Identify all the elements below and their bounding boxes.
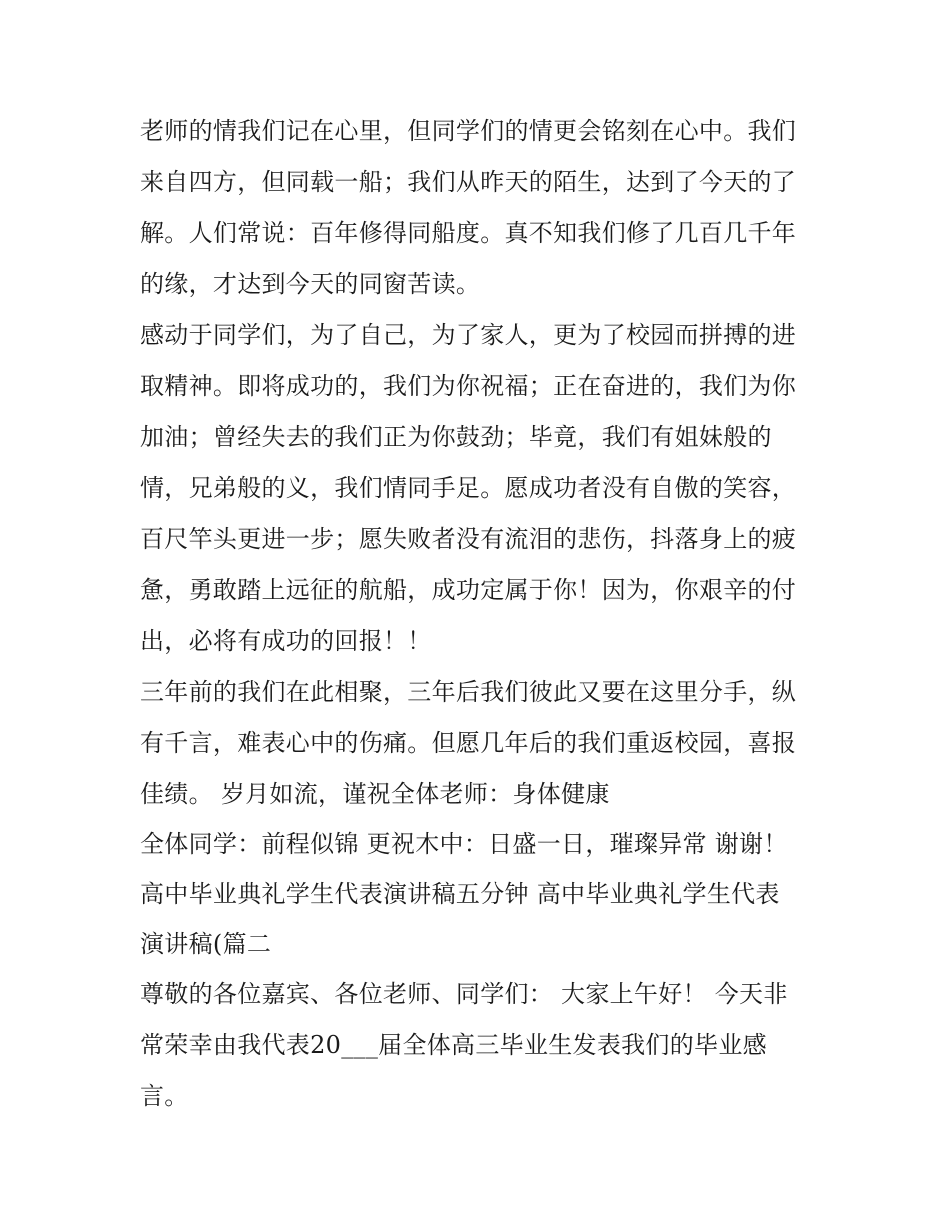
text-line: 出，必将有成功的回报！！ [140,627,432,655]
text-line: 演讲稿(篇二 [140,930,272,958]
text-line: 感动于同学们，为了自己，为了家人，更为了校园而拼搏的进 [140,321,797,349]
text-line: 百尺竿头更进一步；愿失败者没有流泪的悲伤，抖落身上的疲 [140,525,797,553]
text-line: 言。 [140,1082,189,1110]
text-line: 全体同学：前程似锦 更祝木中：日盛一日，璀璨异常 谢谢！ [140,830,788,858]
text-line: 常荣幸由我代表20___届全体高三毕业生发表我们的毕业感 [140,1031,767,1059]
text-line: 加油；曾经失去的我们正为你鼓劲；毕竟，我们有姐妹般的 [140,423,772,451]
text-line: 有千言，难表心中的伤痛。但愿几年后的我们重返校园，喜报 [140,729,797,757]
text-line: 佳绩。 岁月如流，谨祝全体老师：身体健康 [140,780,610,808]
text-line: 解。人们常说：百年修得同船度。真不知我们修了几百几千年 [140,219,797,247]
text-line: 老师的情我们记在心里，但同学们的情更会铭刻在心中。我们 [140,117,797,145]
text-line: 三年前的我们在此相聚，三年后我们彼此又要在这里分手，纵 [140,678,797,706]
text-line: 惫，勇敢踏上远征的航船，成功定属于你！因为，你艰辛的付 [140,576,797,604]
text-line: 尊敬的各位嘉宾、各位老师、同学们： 大家上午好！ 今天非 [140,980,788,1008]
text-line: 高中毕业典礼学生代表演讲稿五分钟 高中毕业典礼学生代表 [140,880,780,908]
text-line: 取精神。即将成功的，我们为你祝福；正在奋进的，我们为你 [140,372,797,400]
text-line: 的缘，才达到今天的同窗苦读。 [140,270,481,298]
text-line: 来自四方，但同载一船；我们从昨天的陌生，达到了今天的了 [140,168,797,196]
document-body [140,106,820,1122]
text-line: 情，兄弟般的义，我们情同手足。愿成功者没有自傲的笑容， [140,474,797,502]
